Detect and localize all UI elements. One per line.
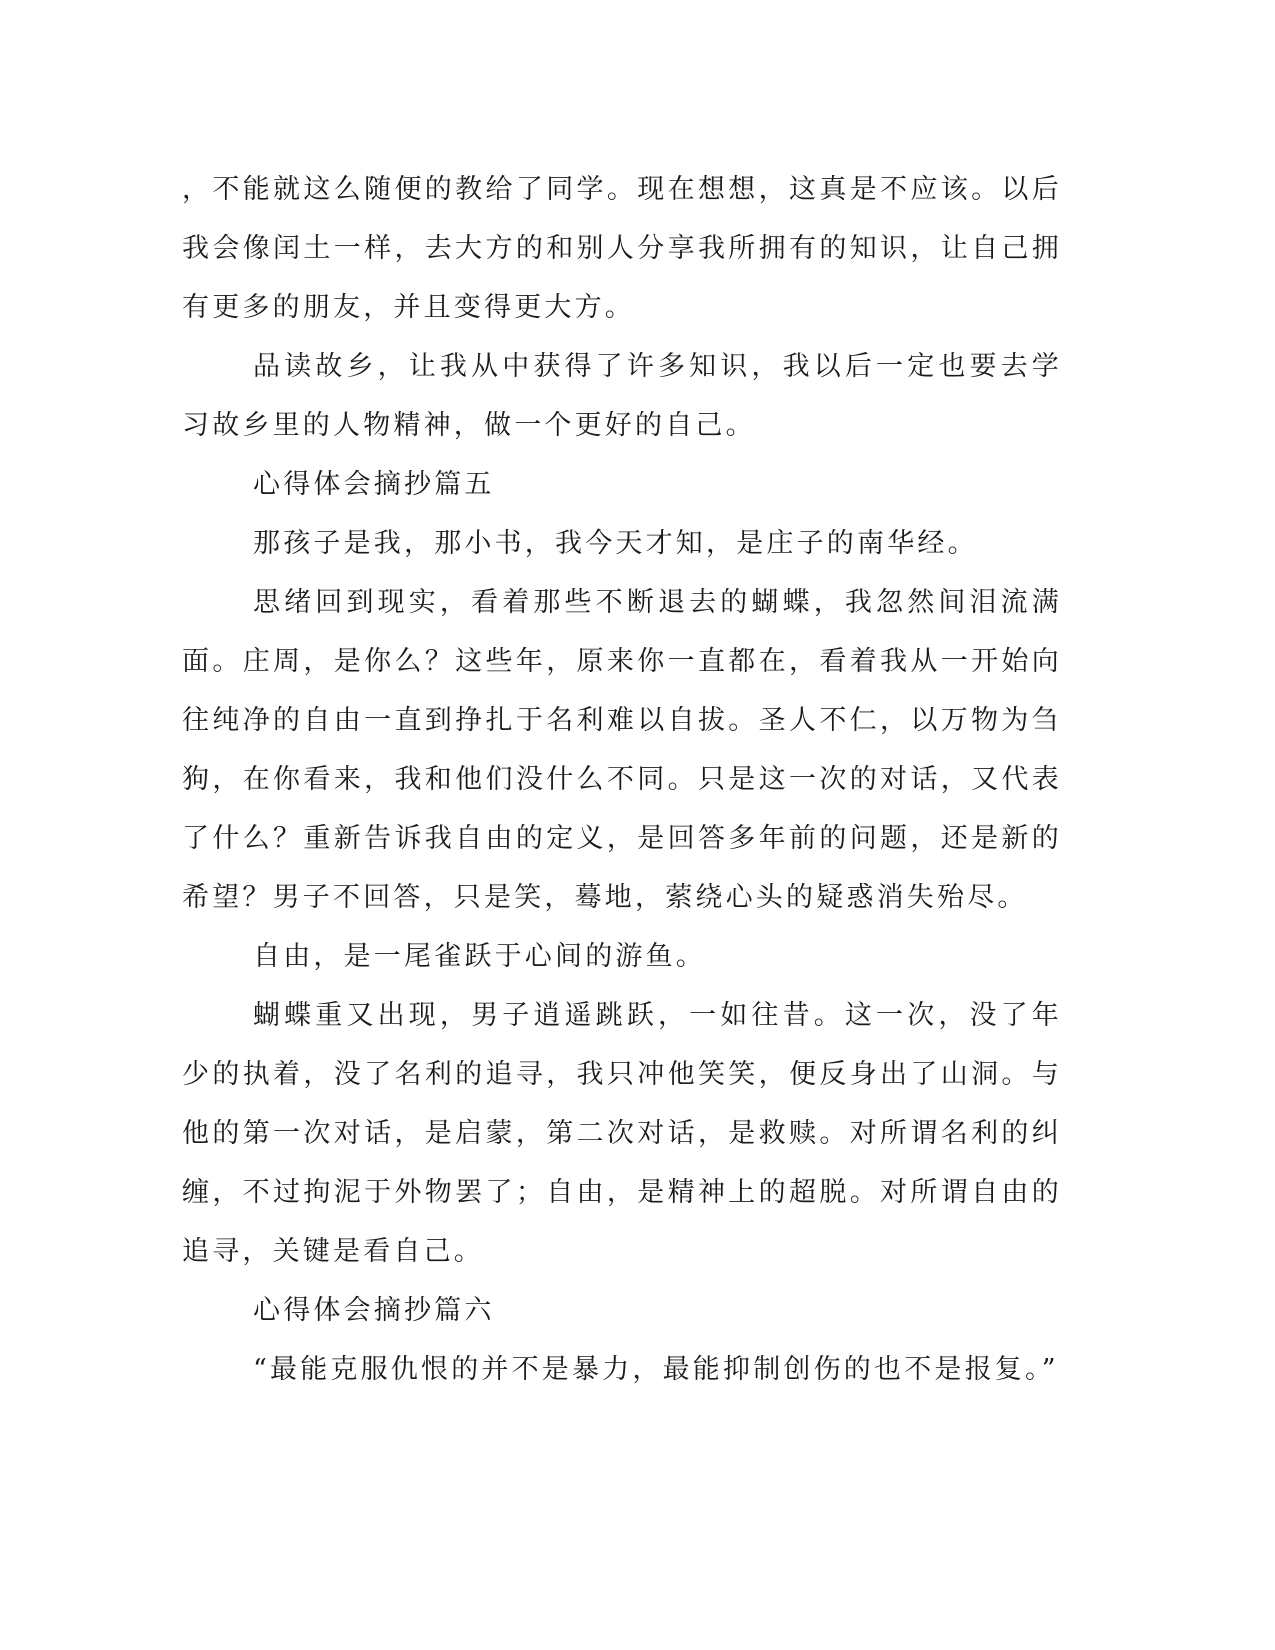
- document-body: [182, 160, 1062, 1399]
- paragraph-continuation: ，不能就这么随便的教给了同学。现在想想，这真是不应该。以后我会像闰土一样，去大方的和别人分享我所拥有的知识，让自己拥有更多的朋友，并且变得更大方。: [182, 174, 1062, 323]
- paragraph-quote: “最能克服仇恨的并不是暴力，最能抑制创伤的也不是报复。”: [253, 1354, 1059, 1385]
- paragraph-butterflies-return: 蝴蝶重又出现，男子逍遥跳跃，一如往昔。这一次，没了年少的执着，没了名利的追寻，我只冲他笑笑，便反身出了山洞。与他的第一次对话，是启蒙，第二次对话，是救赎。对所谓名利的纠缠，不过拘泥于外物罢了；自由，是精神上的超脱。对所谓自由的追寻，关键是看自己。: [182, 1000, 1062, 1267]
- paragraph-child-book: 那孩子是我，那小书，我今天才知，是庄子的南华经。: [253, 528, 978, 559]
- section-heading-six: 心得体会摘抄篇六: [253, 1295, 495, 1326]
- paragraph-hometown-reflection: 品读故乡，让我从中获得了许多知识，我以后一定也要去学习故乡里的人物精神，做一个更好的自己。: [182, 351, 1062, 441]
- paragraph-freedom-fish: 自由，是一尾雀跃于心间的游鱼。: [253, 941, 706, 972]
- section-heading-five: 心得体会摘抄篇五: [253, 469, 495, 500]
- paragraph-butterflies-reality: 思绪回到现实，看着那些不断退去的蝴蝶，我忽然间泪流满面。庄周，是你么？这些年，原来你一直都在，看着我从一开始向往纯净的自由一直到挣扎于名利难以自拔。圣人不仁，以万物为刍狗，在你看来，我和他们没什么不同。只是这一次的对话，又代表了什么？重新告诉我自由的定义，是回答多年前的问题，还是新的希望？男子不回答，只是笑，蓦地，萦绕心头的疑惑消失殆尽。: [182, 587, 1062, 913]
